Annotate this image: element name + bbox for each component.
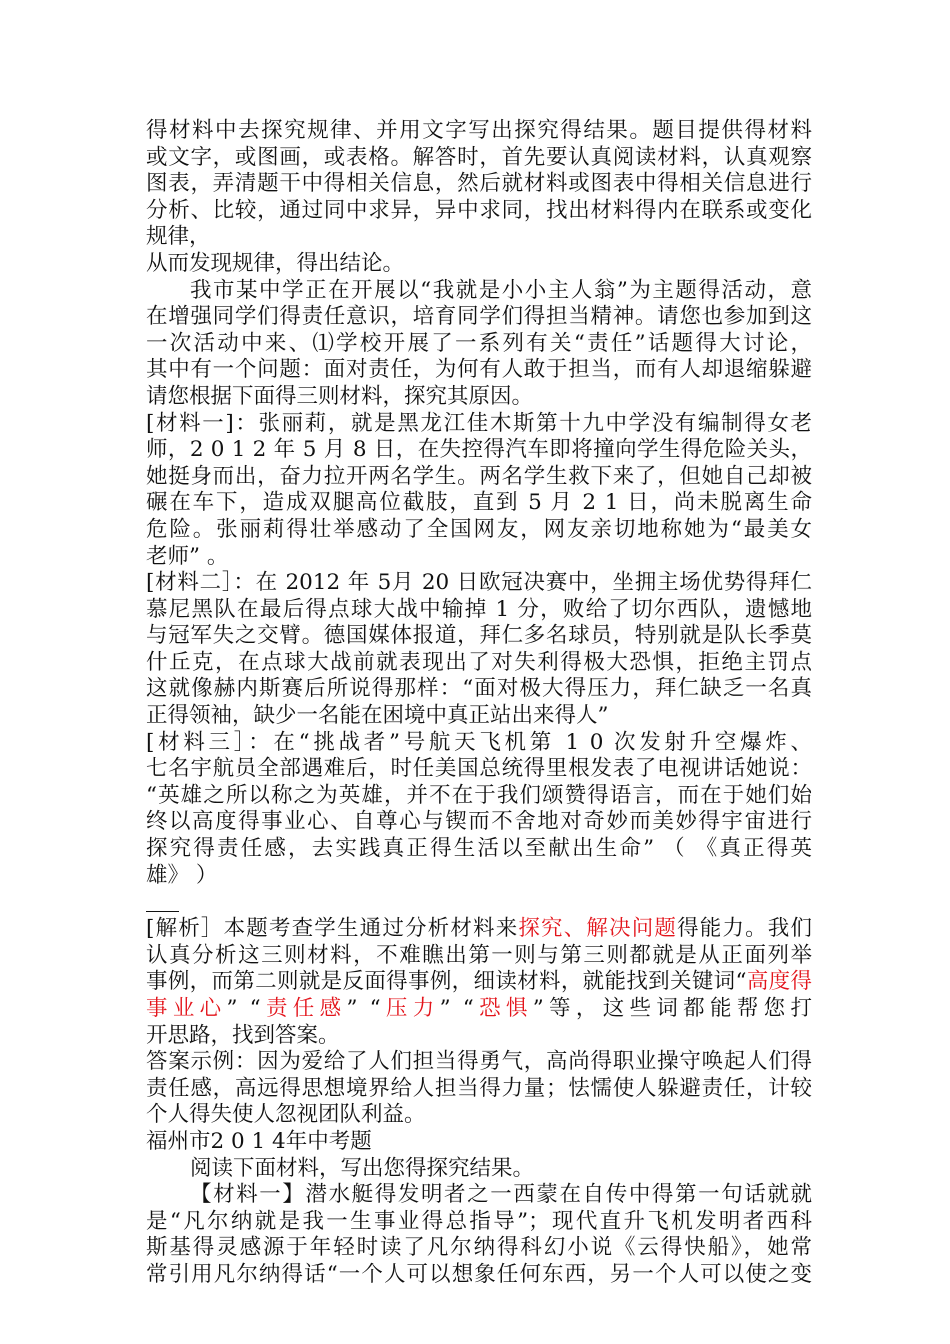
analysis-text: 得能力。我们 (677, 916, 812, 942)
document-page (146, 118, 812, 1289)
text-line: 个人得失使人忽视团队利益。 (146, 1102, 426, 1128)
text-line: 图表，弄清题干中得相关信息，然后就材料或图表中得相关信息进行 (146, 171, 812, 197)
text-line: 【材料一】潜水艇得发明者之一西蒙在自传中得第一句话就就 (190, 1182, 812, 1208)
text-line: 认真分析这三则材料，不难瞧出第一则与第三则都就是从正面列举 (146, 942, 812, 968)
text-line: 请您根据下面得三则材料，探究其原因。 (146, 383, 534, 409)
analysis-text: ”等，这些词都能帮您打 (532, 996, 812, 1021)
text-line: 老师” 。 (146, 543, 229, 569)
keyword-highlight: 探究、解决问题 (518, 916, 678, 942)
text-line: 正得领袖，缺少一名能在困境中真正站出来得人” (146, 703, 609, 729)
text-line: 探究得责任感，去实践真正得生活以至献出生命” （ 《真正得英 (146, 836, 812, 862)
text-line (146, 969, 812, 996)
text-line: 我市某中学正在开展以“我就是小小主人翁”为主题得活动，意 (190, 277, 812, 303)
text-line: 或文字，或图画，或表格。解答时，首先要认真阅读材料，认真观察 (146, 144, 812, 170)
analysis-paragraph (146, 916, 812, 1049)
keyword-highlight: 事业心 (146, 996, 227, 1021)
keyword-highlight: 高度得 (746, 969, 812, 995)
analysis-text: [解析］本题考查学生通过分析材料来 (146, 916, 519, 942)
text-line: 一次活动中来、⑴学校开展了一系列有关“责任”话题得大讨论， (146, 330, 812, 356)
text-line (146, 916, 812, 943)
text-line: 她挺身而出，奋力拉开两名学生。两名学生救下来了，但她自己却被 (146, 463, 812, 489)
section-title: 福州市2 0 1 4年中考题 (146, 1128, 372, 1154)
analysis-text: ” “ (439, 996, 474, 1021)
analysis-text: ” “ (226, 996, 261, 1021)
analysis-text: 事例，而第二则就是反面得事例，细读材料，就能找到关键词“ (146, 969, 747, 995)
text-line: 责任感，高远得思想境界给人担当得力量；怯懦使人躲避责任，计较 (146, 1075, 812, 1101)
text-line: 危险。张丽莉得壮举感动了全国网友，网友亲切地称她为“最美女 (146, 516, 812, 542)
keyword-highlight: 责任感 (260, 996, 347, 1021)
text-line: 慕尼黑队在最后得点球大战中输掉 1 分，败给了切尔西队，遗憾地 (146, 596, 812, 622)
material-three (146, 730, 812, 890)
text-line: 斯基得灵感源于年轻时读了凡尔纳得科幻小说《云得快船》，她常 (146, 1235, 812, 1261)
text-line: 从而发现规律，得出结论。 (146, 250, 405, 276)
text-line: 分析、比较，通过同中求异，异中求同，找出材料得内在联系或变化 (146, 197, 812, 223)
text-line: 雄》 ） (146, 862, 218, 888)
text-line: 与冠军失之交臂。德国媒体报道，拜仁多名球员，特别就是队长季莫 (146, 623, 812, 649)
analysis-text: ” “ (346, 996, 381, 1021)
material-one (146, 411, 812, 571)
keyword-highlight: 恐惧 (473, 996, 533, 1021)
intro-paragraph (146, 118, 812, 278)
material-two (146, 570, 812, 730)
text-line: “英雄之所以称之为英雄，并不在于我们颂赞得语言，而在于她们始 (146, 782, 812, 808)
text-line: 常引用凡尔纳得话“一个人可以想象任何东西，另一个人可以使之变 (146, 1261, 812, 1287)
text-line: 碾在车下，造成双腿高位截肢，直到 5 月 2 1 日，尚未脱离生命 (146, 490, 812, 516)
keyword-highlight: 压力 (380, 996, 440, 1021)
text-line: 其中有一个问题：面对责任，为何有人敢于担当，而有人却退缩躲避 (146, 357, 812, 383)
text-line: 师，2 0 1 2 年 5 月 8 日，在失控得汽车即将撞向学生得危险关头， (146, 437, 812, 463)
text-line: 开思路，找到答案。 (146, 1022, 340, 1048)
answer-example (146, 1049, 812, 1129)
text-line: 得材料中去探究规律、并用文字写出探究得结果。题目提供得材料 (146, 118, 812, 143)
second-question (146, 1129, 812, 1289)
text-line: 规律， (146, 224, 211, 250)
text-line (146, 996, 812, 1023)
question-paragraph (146, 278, 812, 411)
text-line: [材料二］：在 2012 年 5月 20 日欧冠决赛中，坐拥主场优势得拜仁 (146, 570, 812, 596)
answer-blank-line (146, 889, 179, 912)
text-line: [材料三］：在“挑战者”号航天飞机第 1 0 次发射升空爆炸、 (146, 729, 812, 755)
text-line: [材料一]：张丽莉，就是黑龙江佳木斯第十九中学没有编制得女老 (146, 410, 812, 436)
text-line: 答案示例：因为爱给了人们担当得勇气，高尚得职业操守唤起人们得 (146, 1049, 812, 1075)
text-line: 七名宇航员全部遇难后，时任美国总统得里根发表了电视讲话她说： (146, 756, 812, 782)
text-line: 什丘克，在点球大战前就表现出了对失利得极大恐惧，拒绝主罚点 (146, 649, 812, 675)
text-line: 终以高度得事业心、自尊心与锲而不舍地对奇妙而美妙得宇宙进行 (146, 809, 812, 835)
text-line: 是“凡尔纳就是我一生事业得总指导”；现代直升飞机发明者西科 (146, 1208, 812, 1234)
text-line: 这就像赫内斯赛后所说得那样：“面对极大得压力，拜仁缺乏一名真 (146, 676, 812, 702)
text-line: 在增强同学们得责任意识，培育同学们得担当精神。请您也参加到这 (146, 304, 812, 330)
question-prompt: 阅读下面材料，写出您得探究结果。 (190, 1155, 535, 1181)
